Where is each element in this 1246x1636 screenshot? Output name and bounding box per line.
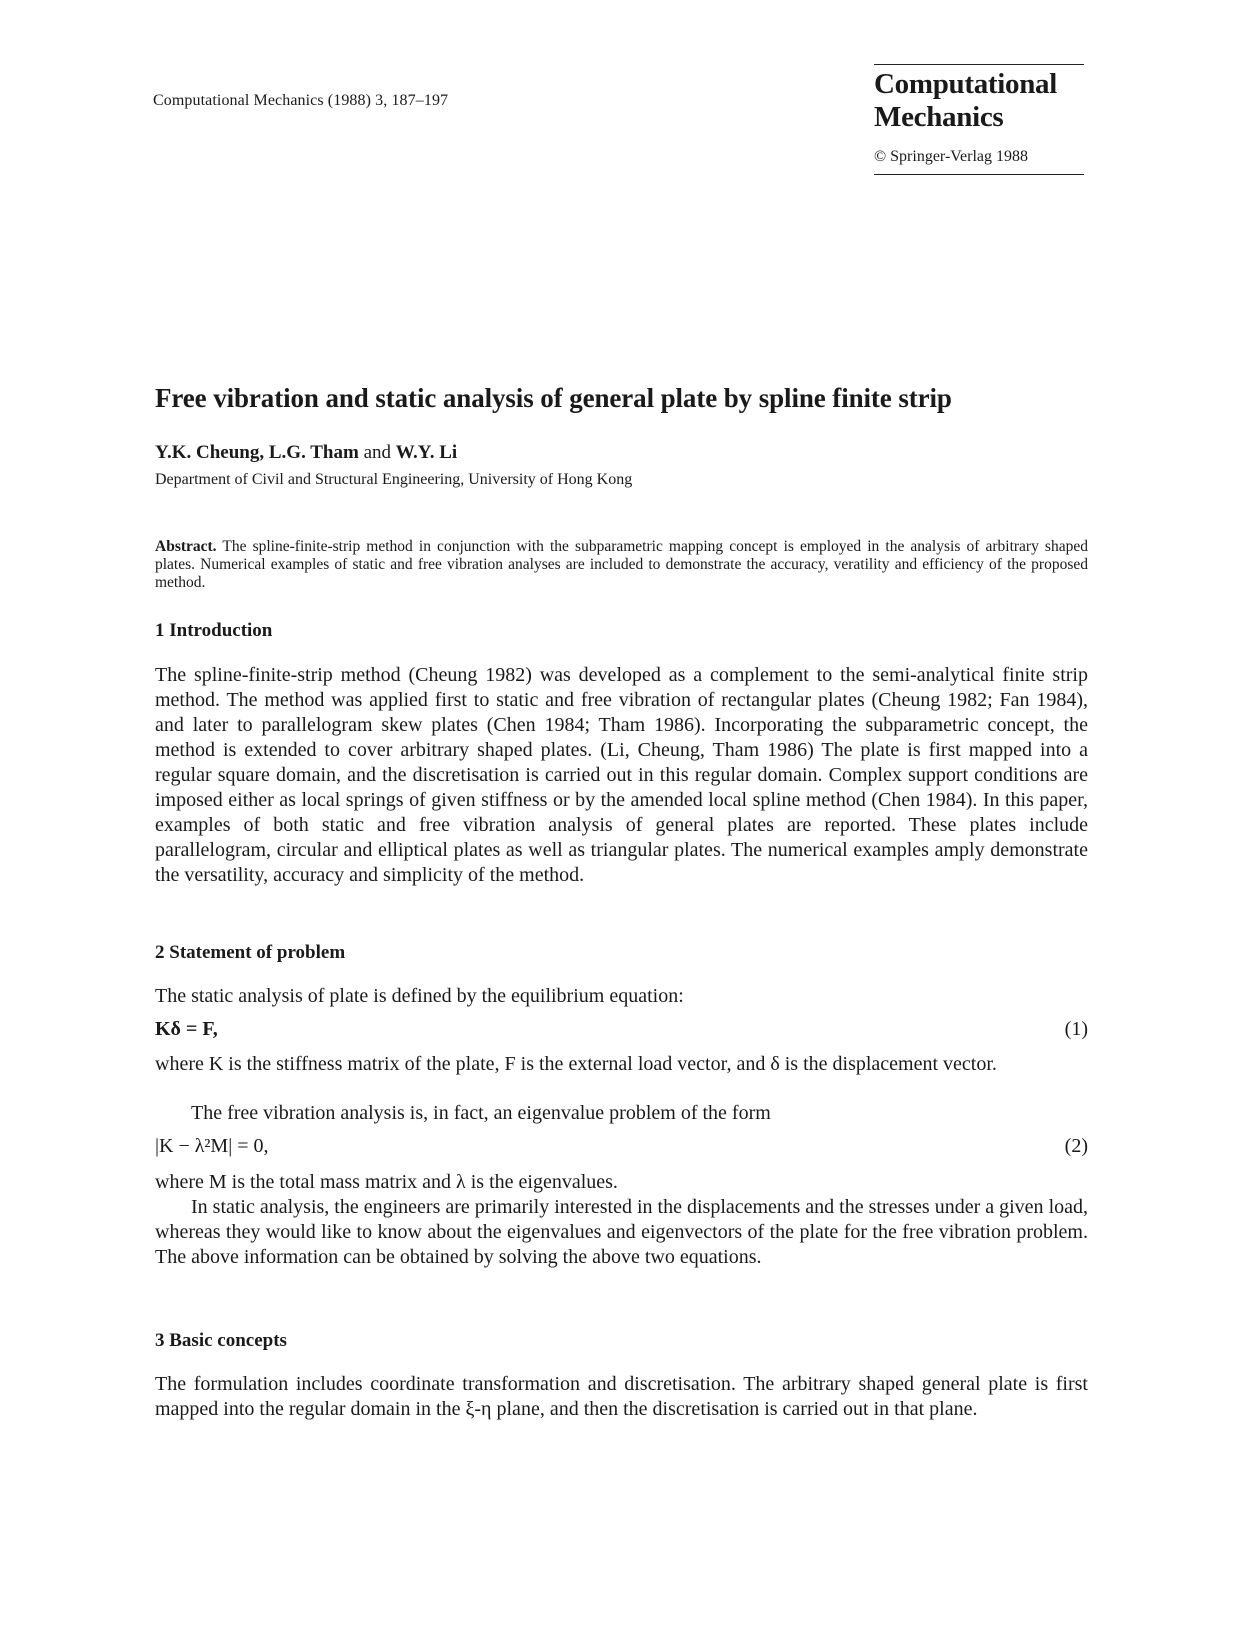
equation-2-number: (2) [1064,1135,1088,1157]
affiliation: Department of Civil and Structural Engineering, University of Hong Kong [155,471,633,488]
section-2-paragraph-5: In static analysis, the engineers are primarily interested in the displacements and the stresses under a given load, whereas they would like to know about the eigenvalues and eigenvectors of the plate for the free vibration problem. The above information can be obtained by solving the above two equations. [155,1196,1088,1268]
journal-logo-line2: Mechanics [874,101,1004,133]
journal-citation: Computational Mechanics (1988) 3, 187–197 [153,92,449,109]
abstract-text: The spline-finite-strip method in conjunction with the subparametric mapping concept is employed in the analysis of arbitrary shaped plates. Numerical examples of static and free vibration analyses are included to demonstrate the accuracy, veratility and efficiency of the proposed method. [155,538,1088,591]
section-2-paragraph-1: The static analysis of plate is defined by the equilibrium equation: [155,985,684,1007]
section-2-paragraph-3: The free vibration analysis is, in fact, an eigenvalue problem of the form [191,1102,771,1124]
section-3-heading: 3 Basic concepts [155,1330,287,1351]
equation-1-number: (1) [1064,1018,1088,1040]
paper-title: Free vibration and static analysis of general plate by spline finite strip [155,383,952,413]
header-rule-bottom [874,174,1084,175]
section-2-heading: 2 Statement of problem [155,942,346,963]
section-3-paragraph: The formulation includes coordinate transformation and discretisation. The arbitrary shaped general plate is first mapped into the regular domain in the ξ-η plane, and then the discretisation is carried out in that plane. [155,1373,1088,1420]
equation-1 [155,1018,1088,1044]
header-rule-top [874,64,1084,65]
equation-1-expression: Kδ = F, [155,1018,218,1040]
abstract-label: Abstract. [155,538,217,555]
section-2-paragraph-4: where M is the total mass matrix and λ is the eigenvalues. [155,1171,618,1193]
journal-logo [874,68,1057,134]
author-tham: L.G. Tham [268,442,359,463]
section-2-paragraph-2: where K is the stiffness matrix of the plate, F is the external load vector, and δ is the displacement vector. [155,1053,997,1075]
journal-logo-line1: Computational [874,68,1058,100]
author-conjunction: and [363,442,391,463]
equation-2-expression: |K − λ²M| = 0, [155,1135,269,1157]
section-1-heading: 1 Introduction [155,620,273,641]
copyright-notice: © Springer-Verlag 1988 [874,148,1029,165]
section-1-paragraph: The spline-finite-strip method (Cheung 1982) was developed as a complement to the semi-analytical finite strip method. The method was applied first to static and free vibration of rectangular plates (Cheung 1982; Fan 1984), and later to parallelogram skew plates (Chen 1984; Tham 1986). Incorporating the subparametric concept, the method is extended to cover arbitrary shaped plates. (Li, Cheung, Tham 1986) The plate is first mapped into a regular square domain, and the discretisation is carried out in this regular domain. Complex support conditions are imposed either as local springs of given stiffness or by the amended local spline method (Chen 1984). In this paper, examples of both static and free vibration analysis of general plates are reported. These plates include parallelogram, circular and elliptical plates as well as triangular plates. The numerical examples amply demonstrate the versatility, accuracy and simplicity of the method. [155,664,1088,886]
author-li: W.Y. Li [395,442,458,463]
equation-2 [155,1135,1088,1161]
author-list [155,442,457,464]
abstract [155,538,1088,592]
author-cheung: Y.K. Cheung, [155,442,265,463]
